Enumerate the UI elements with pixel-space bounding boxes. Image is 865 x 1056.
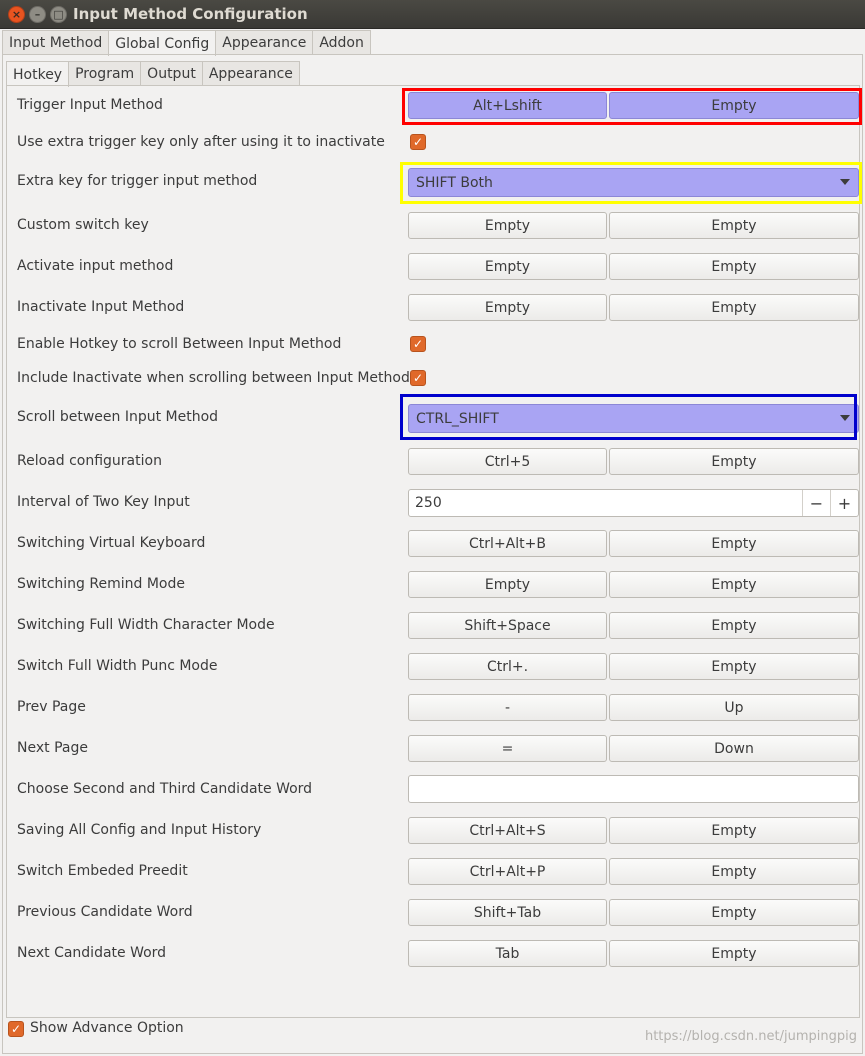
custom-switch-primary-button[interactable]: Empty xyxy=(408,212,607,239)
chevron-down-icon xyxy=(840,415,850,421)
prev-candidate-primary-button[interactable]: Shift+Tab xyxy=(408,899,607,926)
row-label: Next Page xyxy=(17,740,88,756)
row-include-inactivate-scrolling xyxy=(17,363,862,393)
inactivate-primary-button[interactable]: Empty xyxy=(408,294,607,321)
row-label: Extra key for trigger input method xyxy=(17,173,258,189)
row-prev-page xyxy=(17,692,862,722)
row-next-page xyxy=(17,733,862,763)
row-switch-embeded-preedit xyxy=(17,856,862,886)
dropdown-value: CTRL_SHIFT xyxy=(416,410,499,427)
tab-appearance[interactable]: Appearance xyxy=(215,30,313,55)
row-reload-configuration xyxy=(17,446,862,476)
tab-hotkey[interactable]: Hotkey xyxy=(6,61,69,87)
prev-candidate-secondary-button[interactable]: Empty xyxy=(609,899,859,926)
watermark: https://blog.csdn.net/jumpingpig xyxy=(644,1029,857,1044)
row-label: Next Candidate Word xyxy=(17,945,167,961)
row-label: Inactivate Input Method xyxy=(17,299,185,315)
second-third-candidate-field[interactable] xyxy=(408,775,859,803)
row-scroll-between-input-method xyxy=(17,402,862,432)
inner-tab-bar xyxy=(6,61,299,86)
row-label: Reload configuration xyxy=(17,453,162,469)
full-width-char-primary-button[interactable]: Shift+Space xyxy=(408,612,607,639)
preedit-secondary-button[interactable]: Empty xyxy=(609,858,859,885)
preedit-primary-button[interactable]: Ctrl+Alt+P xyxy=(408,858,607,885)
custom-switch-secondary-button[interactable]: Empty xyxy=(609,212,859,239)
inactivate-secondary-button[interactable]: Empty xyxy=(609,294,859,321)
chevron-down-icon xyxy=(840,179,850,185)
row-enable-scroll-hotkey xyxy=(17,329,862,359)
minimize-icon[interactable]: – xyxy=(29,6,46,23)
tab-inner-appearance[interactable]: Appearance xyxy=(202,61,300,86)
row-inactivate-input-method xyxy=(17,292,862,322)
show-advance-label: Show Advance Option xyxy=(30,1020,184,1036)
trigger-key-secondary-button[interactable]: Empty xyxy=(609,92,859,119)
interval-value[interactable]: 250 xyxy=(415,495,442,511)
row-label: Scroll between Input Method xyxy=(17,409,219,425)
full-width-punc-secondary-button[interactable]: Empty xyxy=(609,653,859,680)
row-label: Choose Second and Third Candidate Word xyxy=(17,781,313,797)
next-page-primary-button[interactable]: = xyxy=(408,735,607,762)
row-label: Saving All Config and Input History xyxy=(17,822,262,838)
row-extra-trigger-only-after-inactivate xyxy=(17,127,862,157)
interval-spinbox[interactable] xyxy=(408,489,859,517)
activate-secondary-button[interactable]: Empty xyxy=(609,253,859,280)
row-label: Enable Hotkey to scroll Between Input Method xyxy=(17,336,342,352)
row-label: Previous Candidate Word xyxy=(17,904,193,920)
row-extra-key-trigger xyxy=(17,166,862,196)
row-label: Use extra trigger key only after using it to inactivate xyxy=(17,134,385,150)
close-icon[interactable]: × xyxy=(8,6,25,23)
show-advance-checkbox[interactable]: ✓ xyxy=(8,1021,24,1037)
row-trigger-input-method xyxy=(17,90,862,120)
row-saving-config-history xyxy=(17,815,862,845)
include-inactivate-checkbox[interactable]: ✓ xyxy=(410,370,426,386)
extra-key-dropdown[interactable] xyxy=(408,168,859,197)
row-switch-virtual-keyboard xyxy=(17,528,862,558)
virtual-keyboard-primary-button[interactable]: Ctrl+Alt+B xyxy=(408,530,607,557)
full-width-punc-primary-button[interactable]: Ctrl+. xyxy=(408,653,607,680)
row-label: Custom switch key xyxy=(17,217,149,233)
row-full-width-character xyxy=(17,610,862,640)
row-label: Switching Virtual Keyboard xyxy=(17,535,206,551)
row-label: Include Inactivate when scrolling between Input Method xyxy=(17,370,410,386)
extra-trigger-checkbox[interactable]: ✓ xyxy=(410,134,426,150)
prev-page-primary-button[interactable]: - xyxy=(408,694,607,721)
tab-output[interactable]: Output xyxy=(140,61,203,86)
row-label: Trigger Input Method xyxy=(17,97,163,113)
title-bar xyxy=(0,0,865,29)
next-page-secondary-button[interactable]: Down xyxy=(609,735,859,762)
row-next-candidate xyxy=(17,938,862,968)
activate-primary-button[interactable]: Empty xyxy=(408,253,607,280)
row-label: Prev Page xyxy=(17,699,86,715)
row-activate-input-method xyxy=(17,251,862,281)
row-interval-two-key xyxy=(17,487,862,517)
row-label: Switch Full Width Punc Mode xyxy=(17,658,218,674)
reload-primary-button[interactable]: Ctrl+5 xyxy=(408,448,607,475)
row-custom-switch-key xyxy=(17,210,862,240)
row-previous-candidate xyxy=(17,897,862,927)
window-title: Input Method Configuration xyxy=(73,5,308,23)
row-label: Activate input method xyxy=(17,258,174,274)
tab-global-config[interactable]: Global Config xyxy=(108,30,216,56)
next-candidate-primary-button[interactable]: Tab xyxy=(408,940,607,967)
row-label: Interval of Two Key Input xyxy=(17,494,190,510)
minus-icon[interactable]: − xyxy=(802,490,830,516)
enable-scroll-checkbox[interactable]: ✓ xyxy=(410,336,426,352)
row-full-width-punc xyxy=(17,651,862,681)
row-choose-second-third xyxy=(17,774,862,804)
save-config-primary-button[interactable]: Ctrl+Alt+S xyxy=(408,817,607,844)
row-label: Switch Embeded Preedit xyxy=(17,863,188,879)
full-width-char-secondary-button[interactable]: Empty xyxy=(609,612,859,639)
trigger-key-primary-button[interactable]: Alt+Lshift xyxy=(408,92,607,119)
plus-icon[interactable]: + xyxy=(830,490,858,516)
dropdown-value: SHIFT Both xyxy=(416,174,493,191)
tab-program[interactable]: Program xyxy=(68,61,141,86)
tab-addon[interactable]: Addon xyxy=(312,30,371,55)
row-label: Switching Full Width Character Mode xyxy=(17,617,275,633)
remind-mode-secondary-button[interactable]: Empty xyxy=(609,571,859,598)
maximize-icon[interactable]: □ xyxy=(50,6,67,23)
scroll-key-dropdown[interactable] xyxy=(408,404,859,433)
row-label: Switching Remind Mode xyxy=(17,576,185,592)
remind-mode-primary-button[interactable]: Empty xyxy=(408,571,607,598)
virtual-keyboard-secondary-button[interactable]: Empty xyxy=(609,530,859,557)
row-switch-remind-mode xyxy=(17,569,862,599)
tab-input-method[interactable]: Input Method xyxy=(2,30,109,55)
outer-tab-bar xyxy=(2,30,370,55)
next-candidate-secondary-button[interactable]: Empty xyxy=(609,940,859,967)
reload-secondary-button[interactable]: Empty xyxy=(609,448,859,475)
save-config-secondary-button[interactable]: Empty xyxy=(609,817,859,844)
prev-page-secondary-button[interactable]: Up xyxy=(609,694,859,721)
